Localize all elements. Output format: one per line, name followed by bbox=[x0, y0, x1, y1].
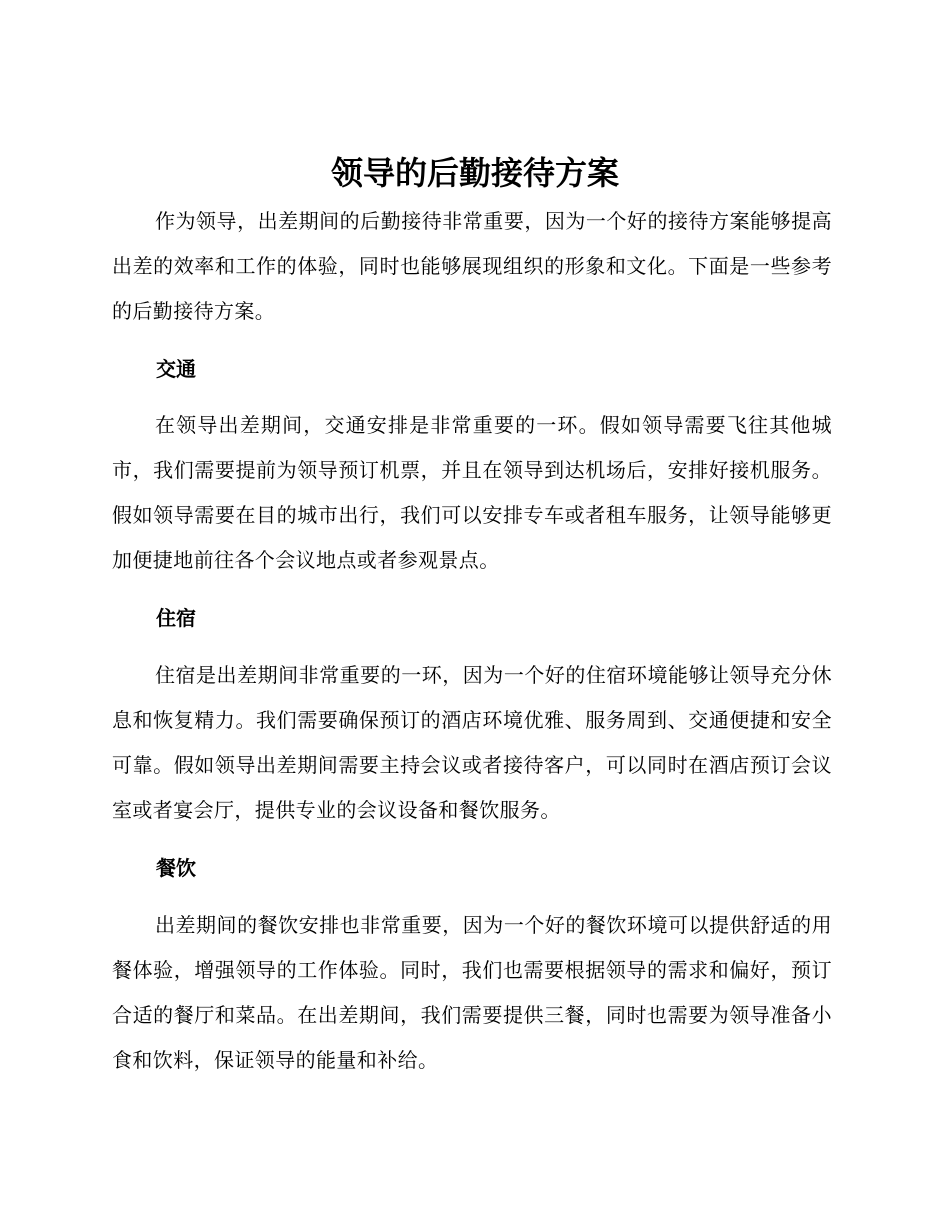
section-heading-lodging: 住宿 bbox=[156, 606, 196, 630]
intro-paragraph: 作为领导，出差期间的后勤接待非常重要，因为一个好的接待方案能够提高出差的效率和工作的体验，同时也能够展现组织的形象和文化。下面是一些参考的后勤接待方案。 bbox=[112, 209, 832, 323]
section-paragraph-transport: 在领导出差期间，交通安排是非常重要的一环。假如领导需要飞往其他城市，我们需要提前为领导预订机票，并且在领导到达机场后，安排好接机服务。假如领导需要在目的城市出行，我们可以安排专车或者租车服务，让领导能够更加便捷地前往各个会议地点或者参观景点。 bbox=[112, 413, 832, 572]
section-paragraph-lodging: 住宿是出差期间非常重要的一环，因为一个好的住宿环境能够让领导充分休息和恢复精力。我们需要确保预订的酒店环境优雅、服务周到、交通便捷和安全可靠。假如领导出差期间需要主持会议或者接待客户，可以同时在酒店预订会议室或者宴会厅，提供专业的会议设备和餐饮服务。 bbox=[112, 663, 832, 822]
section-heading-dining: 餐饮 bbox=[156, 856, 196, 880]
page-title: 领导的后勤接待方案 bbox=[330, 154, 619, 192]
section-heading-transport: 交通 bbox=[156, 357, 196, 381]
section-paragraph-dining: 出差期间的餐饮安排也非常重要，因为一个好的餐饮环境可以提供舒适的用餐体验，增强领导的工作体验。同时，我们也需要根据领导的需求和偏好，预订合适的餐厅和菜品。在出差期间，我们需要提供三餐，同时也需要为领导准备小食和饮料，保证领导的能量和补给。 bbox=[112, 913, 832, 1072]
